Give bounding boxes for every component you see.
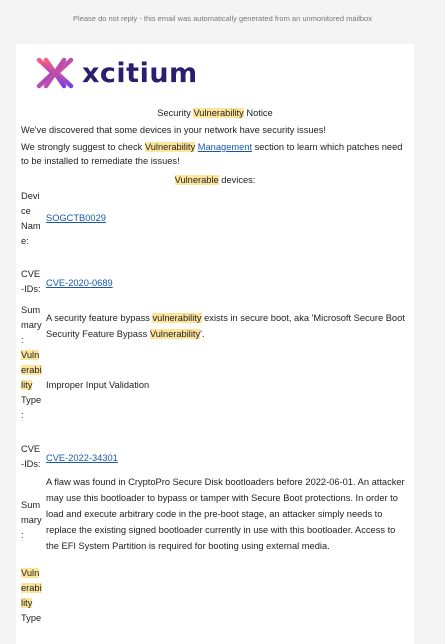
cve-link[interactable]: CVE-2020-0689: [46, 278, 113, 288]
vulnerability-type-label: Vuln erabi lity Type: [21, 568, 42, 623]
cve-ids-value: [46, 276, 406, 291]
device-name-value: [46, 211, 406, 226]
email-body: [16, 44, 414, 644]
cve-link[interactable]: CVE-2022-34301: [46, 453, 118, 463]
xcitium-logo-icon: [36, 57, 74, 89]
summary-text: A security feature bypass vulnerability exists in secure boot, aka 'Microsoft Secure Boot Security Feature Bypass Vulnerability'.: [46, 313, 405, 339]
summary-label: Sum mary :: [21, 305, 42, 345]
brand-wordmark: xcitium: [82, 57, 198, 89]
notice-title: Security Vulnerability Notice: [157, 108, 273, 118]
brand-logo: [36, 55, 198, 91]
device-link[interactable]: SOGCTB0029: [46, 213, 106, 223]
device-name-label: Devi ce Nam e:: [21, 191, 41, 246]
cve-ids-label: CVE -IDs:: [21, 269, 41, 294]
devices-heading: Vulnerable devices:: [174, 175, 256, 185]
vulnerability-management-link[interactable]: Management: [197, 142, 253, 152]
summary-label: Sum mary :: [21, 500, 42, 540]
vulnerability-type-value: Improper Input Validation: [46, 380, 150, 390]
vulnerability-type-label: Vuln erabi lity Type :: [21, 350, 42, 420]
intro-text: We've discovered that some devices in your network have security issues!: [21, 125, 326, 135]
cve-ids-label: CVE -IDs:: [21, 444, 41, 469]
summary-text: A flaw was found in CryptoPro Secure Disk bootloaders before 2022-06-01. An attacker may use this bootloader to bypass or tamper with Secure Boot protections. In order to load and execute arbitrary code in the pre-boot stage, an attacker simply needs to replace the existing signed bootloader currently in use with this bootloader. Access to the EFI System Partition is required for booting using external media.: [46, 477, 405, 551]
suggestion-text: We strongly suggest to check Vulnerability Management section to learn which patches need to be installed to remediate the issues!: [21, 142, 403, 166]
no-reply-notice: Please do not reply - this email was automatically generated from an unmonitored mailbox: [73, 14, 372, 23]
cve-ids-value: [46, 451, 406, 466]
